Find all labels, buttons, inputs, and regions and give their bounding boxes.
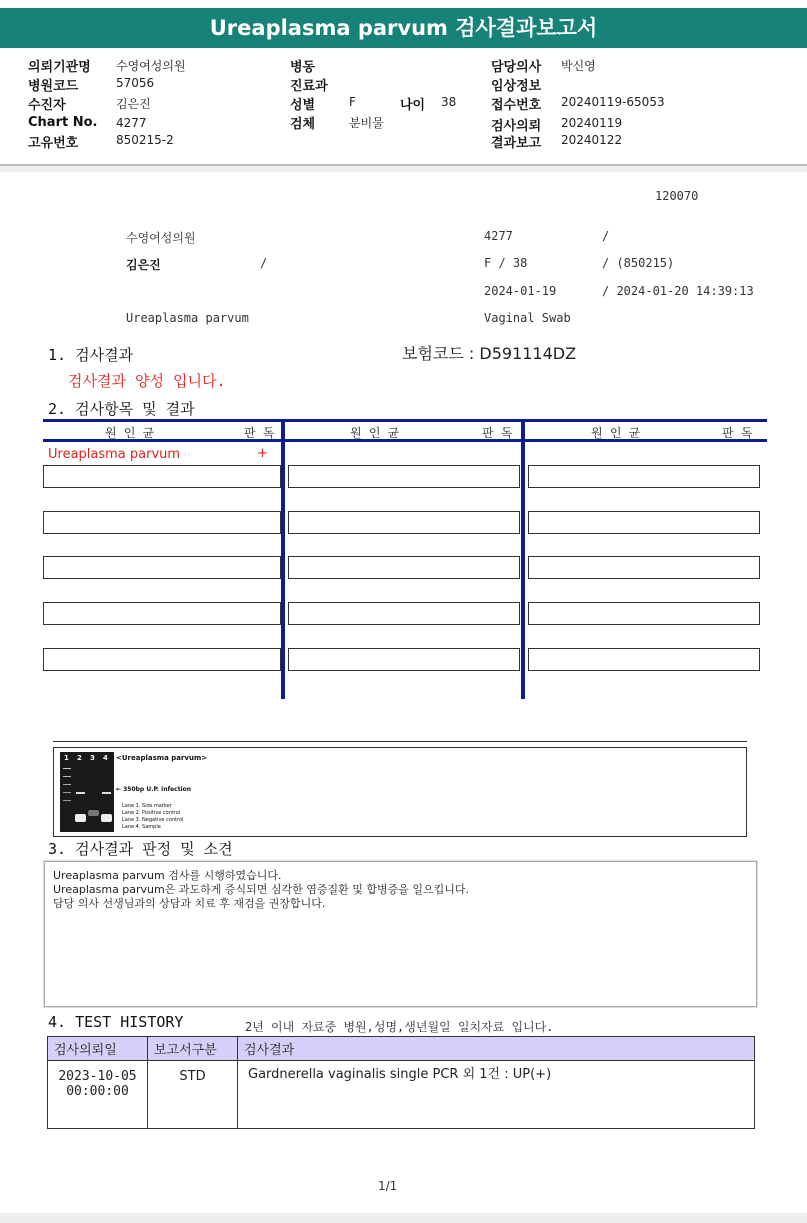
marker-band: [63, 776, 71, 777]
col-judge-2: 판 독: [482, 426, 513, 440]
page-bottom-bar: [0, 1213, 807, 1223]
empty-cell: [43, 465, 281, 488]
section2-heading: 2. 검사항목 및 결과: [48, 400, 195, 418]
primer-band: [75, 814, 86, 822]
empty-cell: [288, 465, 520, 488]
table-row: [48, 1061, 755, 1129]
value-doctor: 박신영: [561, 59, 596, 73]
section1-heading: 1. 검사결과: [48, 346, 134, 364]
header-shadow: [0, 166, 807, 172]
label-doctor: 담당의사: [491, 60, 542, 75]
gel-band-label: ← 350bp U.P. infection: [116, 786, 192, 793]
label-requesting-org: 의뢰기관명: [28, 60, 91, 75]
label-specimen: 검체: [290, 117, 316, 132]
col-pathogen-1: 원 인 균: [105, 426, 155, 440]
opinion-line-1: Ureaplasma parvum 검사를 시행하였습니다.: [53, 869, 282, 882]
value-chart-no: 4277: [116, 116, 147, 130]
value-requesting-org: 수영여성의원: [116, 59, 186, 73]
gel-panel: [53, 747, 747, 837]
label-clinical-info: 임상정보: [491, 79, 542, 94]
history-header-row: [48, 1037, 755, 1061]
marker-band: [63, 784, 71, 785]
grid-col-divider-2: [521, 419, 525, 699]
grid-top-rule: [43, 419, 767, 422]
history-date: 2023-10-05: [58, 1069, 137, 1084]
info-report-datetime: / 2024-01-20 14:39:13: [602, 284, 754, 298]
empty-cell: [528, 602, 760, 625]
label-age: 나이: [400, 98, 426, 113]
col-judge-3: 판 독: [722, 426, 753, 440]
info-sex-age: F / 38: [484, 256, 528, 270]
col-judge-1: 판 독: [244, 426, 275, 440]
label-department: 진료과: [290, 79, 328, 94]
value-receipt-no: 20240119-65053: [561, 95, 665, 109]
gel-legend-3: Lane 3. Negative control: [122, 817, 184, 823]
insurance-code: 보험코드 : D591114DZ: [402, 344, 577, 363]
empty-cell: [528, 511, 760, 534]
pathogen-name: Ureaplasma parvum: [48, 447, 181, 462]
label-receipt-no: 접수번호: [491, 98, 542, 113]
info-chart: 4277: [484, 229, 513, 243]
history-col-type: 보고서구분: [148, 1037, 238, 1061]
empty-cell: [528, 556, 760, 579]
empty-cell: [288, 511, 520, 534]
gel-title: <Ureaplasma parvum>: [116, 754, 208, 762]
info-slash-2: /: [260, 256, 268, 270]
opinion-line-2: Ureaplasma parvum은 과도하게 증식되면 심각한 염증질환 및 합병증을 일으킵니다.: [53, 883, 469, 896]
empty-cell: [288, 602, 520, 625]
gel-top-rule: [53, 741, 747, 742]
lane-number: 2: [77, 754, 82, 762]
marker-band: [63, 800, 71, 801]
value-patient: 김은진: [116, 97, 151, 111]
label-report-date: 결과보고: [491, 136, 542, 151]
empty-cell: [288, 556, 520, 579]
info-birth: / (850215): [602, 256, 675, 270]
report-title: Ureaplasma parvum 검사결과보고서: [0, 8, 807, 48]
info-hospital: 수영여성의원: [126, 231, 196, 245]
history-result: Gardnerella vaginalis single PCR 외 1건 : UP(+): [238, 1061, 755, 1129]
result-summary: 검사결과 양성 입니다.: [68, 372, 226, 390]
info-slash-1: /: [602, 229, 610, 243]
empty-cell: [43, 648, 281, 671]
history-col-date: 검사의뢰일: [48, 1037, 148, 1061]
value-age: 38: [441, 95, 457, 109]
gel-legend-1: Lane 1. Size marker: [122, 803, 172, 809]
info-code: 120070: [655, 189, 699, 203]
history-date-cell: [48, 1061, 148, 1129]
empty-cell: [43, 556, 281, 579]
grid-col-divider-1: [281, 419, 285, 699]
history-time: 00:00:00: [66, 1084, 129, 1099]
info-specimen: Vaginal Swab: [484, 311, 571, 325]
lane-number: 1: [64, 754, 69, 762]
value-hospital-code: 57056: [116, 76, 155, 90]
primer-band: [101, 814, 112, 822]
marker-band: [63, 768, 71, 769]
sample-band: [102, 792, 111, 794]
page-number: 1/1: [378, 1179, 398, 1193]
label-unique-no: 고유번호: [28, 136, 79, 151]
history-table: [47, 1036, 755, 1129]
label-hospital-code: 병원코드: [28, 79, 79, 94]
gel-image: [60, 752, 114, 832]
empty-cell: [528, 648, 760, 671]
label-chart-no: Chart No.: [28, 115, 98, 130]
info-request-date: 2024-01-19: [484, 284, 557, 298]
gel-legend-2: Lane 2. Positive control: [122, 810, 181, 816]
value-unique-no: 850215-2: [116, 133, 174, 147]
label-patient: 수진자: [28, 98, 66, 113]
history-type: STD: [148, 1061, 238, 1129]
col-pathogen-2: 원 인 균: [350, 426, 400, 440]
col-pathogen-3: 원 인 균: [591, 426, 641, 440]
value-specimen: 분비물: [349, 116, 384, 130]
empty-cell: [43, 511, 281, 534]
opinion-line-3: 담당 의사 선생님과의 상담과 치료 후 재검을 권장합니다.: [53, 897, 326, 910]
marker-band: [63, 792, 71, 793]
history-col-result: 검사결과: [238, 1037, 755, 1061]
empty-cell: [528, 465, 760, 488]
label-request-date: 검사의뢰: [491, 119, 542, 134]
positive-band: [76, 792, 85, 794]
label-sex: 성별: [290, 98, 316, 113]
info-patient: 김은진: [126, 258, 161, 272]
value-sex: F: [349, 95, 356, 109]
history-note: 2년 이내 자료중 병원,성명,생년월일 일치자료 입니다.: [245, 1020, 554, 1034]
empty-cell: [43, 602, 281, 625]
value-report-date: 20240122: [561, 133, 623, 147]
value-request-date: 20240119: [561, 116, 623, 130]
lane-number: 3: [90, 754, 95, 762]
section3-heading: 3. 검사결과 판정 및 소견: [48, 840, 233, 858]
pathogen-result: +: [257, 446, 268, 461]
label-ward: 병동: [290, 60, 316, 75]
empty-cell: [288, 648, 520, 671]
gel-legend-4: Lane 4. Sample: [122, 824, 161, 830]
section4-heading: 4. TEST HISTORY: [48, 1013, 184, 1031]
lane-number: 4: [103, 754, 108, 762]
opinion-box: [44, 861, 757, 1007]
info-test-name: Ureaplasma parvum: [126, 311, 249, 325]
primer-band: [88, 810, 99, 816]
